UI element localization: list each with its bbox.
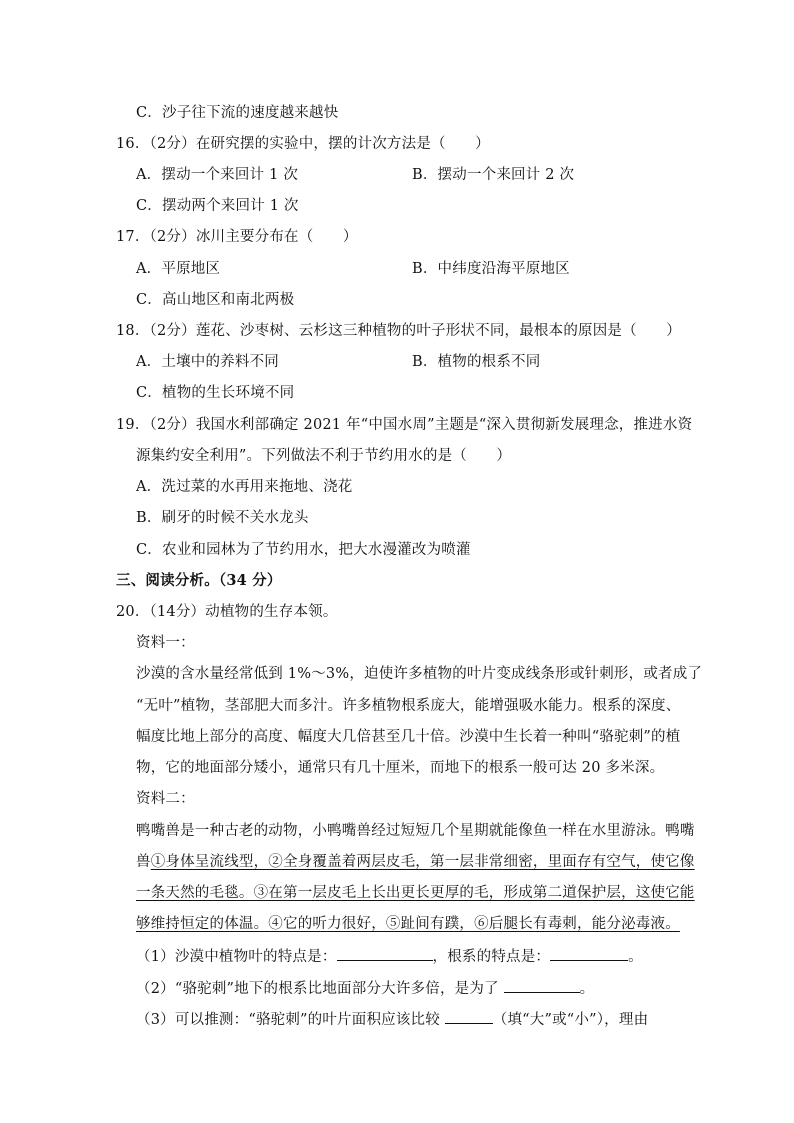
q19-stem-line2: 源集约安全利用”。下列做法不利于节约用水的是（ ） bbox=[136, 448, 512, 464]
q16-stem: 16．（2分）在研究摆的实验中，摆的计次方法是（ ） bbox=[116, 136, 490, 152]
q17-option-c: C．高山地区和南北两极 bbox=[136, 292, 295, 308]
q20-sub-1-text-b: ，根系的特点是： bbox=[432, 949, 551, 965]
material-1-line-3: 幅度比地上部分的高度、幅度大几倍甚至几十倍。沙漠中生长着一种叫“骆驼刺”的植 bbox=[136, 729, 681, 745]
q20-sub-1 bbox=[136, 945, 643, 967]
material-2-line-1: 鸭嘴兽是一种古老的动物，小鸭嘴兽经过短短几个星期就能像鱼一样在水里游泳。鸭嘴 bbox=[136, 823, 695, 839]
q19-option-a: A．洗过菜的水再用来拖地、浇花 bbox=[136, 479, 353, 495]
material-2-line-4: 够维持恒定的体温。④它的听力很好，⑤趾间有蹼，⑥后腿长有毒刺，能分泌毒液。 bbox=[136, 916, 680, 932]
q17-stem: 17．（2分）冰川主要分布在（ ） bbox=[116, 229, 358, 245]
q20-sub-1-text-a: （1）沙漠中植物叶的特点是： bbox=[136, 949, 337, 965]
q20-sub-2-text-b: 。 bbox=[579, 981, 595, 997]
q19-option-c: C．农业和园林为了节约用水，把大水漫灌改为喷灌 bbox=[136, 542, 471, 558]
answer-blank-1[interactable] bbox=[337, 945, 433, 961]
material-2-line-3: 一条天然的毛毯。③在第一层皮毛上长出更长更厚的毛，形成第二道保护层，这使它能 bbox=[136, 885, 695, 901]
answer-blank-3[interactable] bbox=[504, 977, 580, 993]
q15-option-c: C．沙子往下流的速度越来越快 bbox=[136, 105, 339, 121]
q16-option-a: A．摆动一个来回计 1 次 bbox=[136, 167, 299, 183]
material-2-label: 资料二： bbox=[136, 791, 195, 807]
answer-blank-2[interactable] bbox=[550, 945, 628, 961]
material-2-line-2 bbox=[136, 852, 695, 872]
material-2-line-2-lead: 兽 bbox=[136, 854, 151, 870]
material-1-line-1: 沙漠的含水量经常低到 1%～3%，迫使许多植物的叶片变成线条形或针刺形，或者成了 bbox=[136, 666, 703, 682]
q20-sub-1-text-c: 。 bbox=[628, 949, 643, 965]
q20-sub-3-text-a: （3）可以推测：“骆驼刺”的叶片面积应该比较 bbox=[136, 1012, 440, 1028]
q20-sub-3-text-b: （填“大”或“小”），理由 bbox=[492, 1012, 649, 1028]
q16-option-c: C．摆动两个来回计 1 次 bbox=[136, 198, 299, 214]
material-1-line-4: 物，它的地面部分矮小，通常只有几十厘米，而地下的根系一般可达 20 多米深。 bbox=[136, 760, 665, 776]
material-1-line-2: “无叶”植物，茎部肥大而多汁。许多植物根系庞大，能增强吸水能力。根系的深度、 bbox=[136, 698, 681, 714]
q18-stem: 18．（2分）莲花、沙枣树、云杉这三种植物的叶子形状不同，最根本的原因是（ ） bbox=[116, 323, 681, 339]
q20-sub-3 bbox=[136, 1008, 648, 1030]
q19-stem-line1: 19．（2分）我国水利部确定 2021 年“中国水周”主题是“深入贯彻新发展理念，推进水资 bbox=[116, 417, 693, 433]
section-3-heading: 三、阅读分析。（34 分） bbox=[116, 572, 282, 589]
q20-sub-2 bbox=[136, 977, 594, 999]
q17-option-a: A．平原地区 bbox=[136, 261, 221, 277]
q18-option-c: C．植物的生长环境不同 bbox=[136, 385, 295, 401]
q18-option-a: A．土壤中的养料不同 bbox=[136, 354, 279, 370]
q17-option-b: B．中纬度沿海平原地区 bbox=[412, 261, 570, 277]
material-2-underlined-1: ①身体呈流线型，②全身覆盖着两层皮毛，第一层非常细密，里面存有空气，使它像 bbox=[150, 854, 695, 870]
q18-option-b: B．植物的根系不同 bbox=[412, 354, 541, 370]
q20-stem: 20．（14分）动植物的生存本领。 bbox=[116, 604, 338, 620]
q20-sub-2-text-a: （2）“骆驼刺”地下的根系比地面部分大许多倍，是为了 bbox=[136, 981, 499, 997]
q19-option-b: B．刷牙的时候不关水龙头 bbox=[136, 510, 309, 526]
answer-blank-4[interactable] bbox=[445, 1008, 493, 1024]
q16-option-b: B．摆动一个来回计 2 次 bbox=[412, 167, 575, 183]
material-1-label: 资料一： bbox=[136, 635, 195, 651]
